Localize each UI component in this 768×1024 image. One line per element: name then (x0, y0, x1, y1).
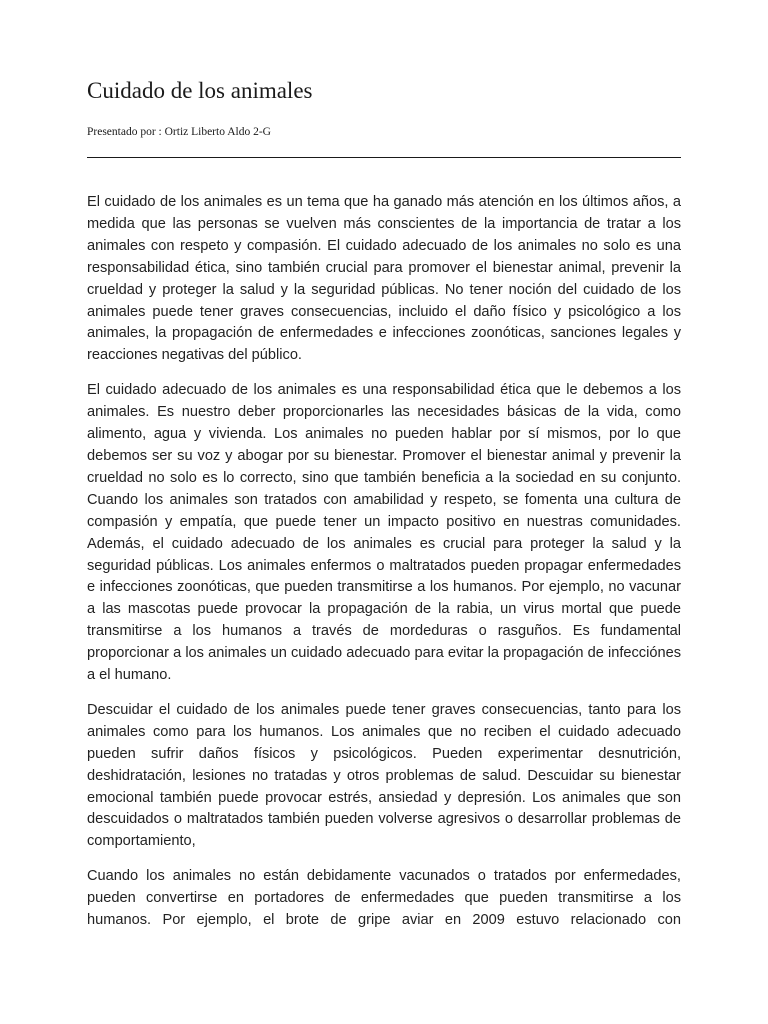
author-line: Presentado por : Ortiz Liberto Aldo 2-G (87, 126, 271, 138)
paragraph-4: Cuando los animales no están debidamente vacunados o tratados por enfermedades, pueden convertirse en portadores de enfermedades que pueden transmitirse a los humanos. Por ejemplo, el brote de gripe aviar en 2009 estuvo relacionado con (87, 868, 681, 929)
document-content (87, 76, 681, 932)
document-title: Cuidado de los animales (87, 78, 313, 103)
horizontal-divider (87, 157, 681, 158)
paragraph-1: El cuidado de los animales es un tema que ha ganado más atención en los últimos años, a medida que las personas se vuelven más conscientes de la importancia de tratar a los animales con respeto y compasión. El cuidado adecuado de los animales no solo es una responsabilidad ética, sino también crucial para promover el bienestar animal, prevenir la crueldad y proteger la salud y la seguridad públicas. No tener noción del cuidado de los animales puede tener graves consecuencias, incluido el daño físico y psicológico a los animales, la propagación de enfermedades e infecciones zoonóticas, sanciones legales y reacciones negativas del público. (87, 194, 681, 364)
paragraph-3: Descuidar el cuidado de los animales puede tener graves consecuencias, tanto para los animales como para los humanos. Los animales que no reciben el cuidado adecuado pueden sufrir daños físicos y psicológicos. Pueden experimentar desnutrición, deshidratación, lesiones no tratadas y otros problemas de salud. Descuidar su bienestar emocional también puede provocar estrés, ansiedad y depresión. Los animales que son descuidados o maltratados también pueden volverse agresivos o desarrollar problemas de comportamiento, (87, 701, 681, 850)
paragraph-2: El cuidado adecuado de los animales es una responsabilidad ética que le debemos a los animales. Es nuestro deber proporcionarles las necesidades básicas de la vida, como alimento, agua y vivienda. Los animales no pueden hablar por sí mismos, por lo que debemos ser su voz y abogar por su bienestar. Promover el bienestar animal y prevenir la crueldad no solo es lo correcto, sino que también beneficia a la sociedad en su conjunto. Cuando los animales son tratados con amabilidad y respeto, se fomenta una cultura de compasión y empatía, que puede tener un impacto positivo en nuestras comunidades. Además, el cuidado adecuado de los animales es crucial para proteger la salud y la seguridad públicas. Los animales enfermos o maltratados pueden propagar enfermedades e infecciones zoonóticas, que pueden transmitirse a los humanos. Por ejemplo, no vacunar a las mascotas puede provocar la propagación de la rabia, un virus mortal que puede transmitirse a los humanos a través de mordeduras o rasguños. Es fundamental proporcionar a los animales un cuidado adecuado para evitar la propagación de infecciónes a el humano. (87, 382, 681, 684)
document-body (87, 192, 681, 932)
